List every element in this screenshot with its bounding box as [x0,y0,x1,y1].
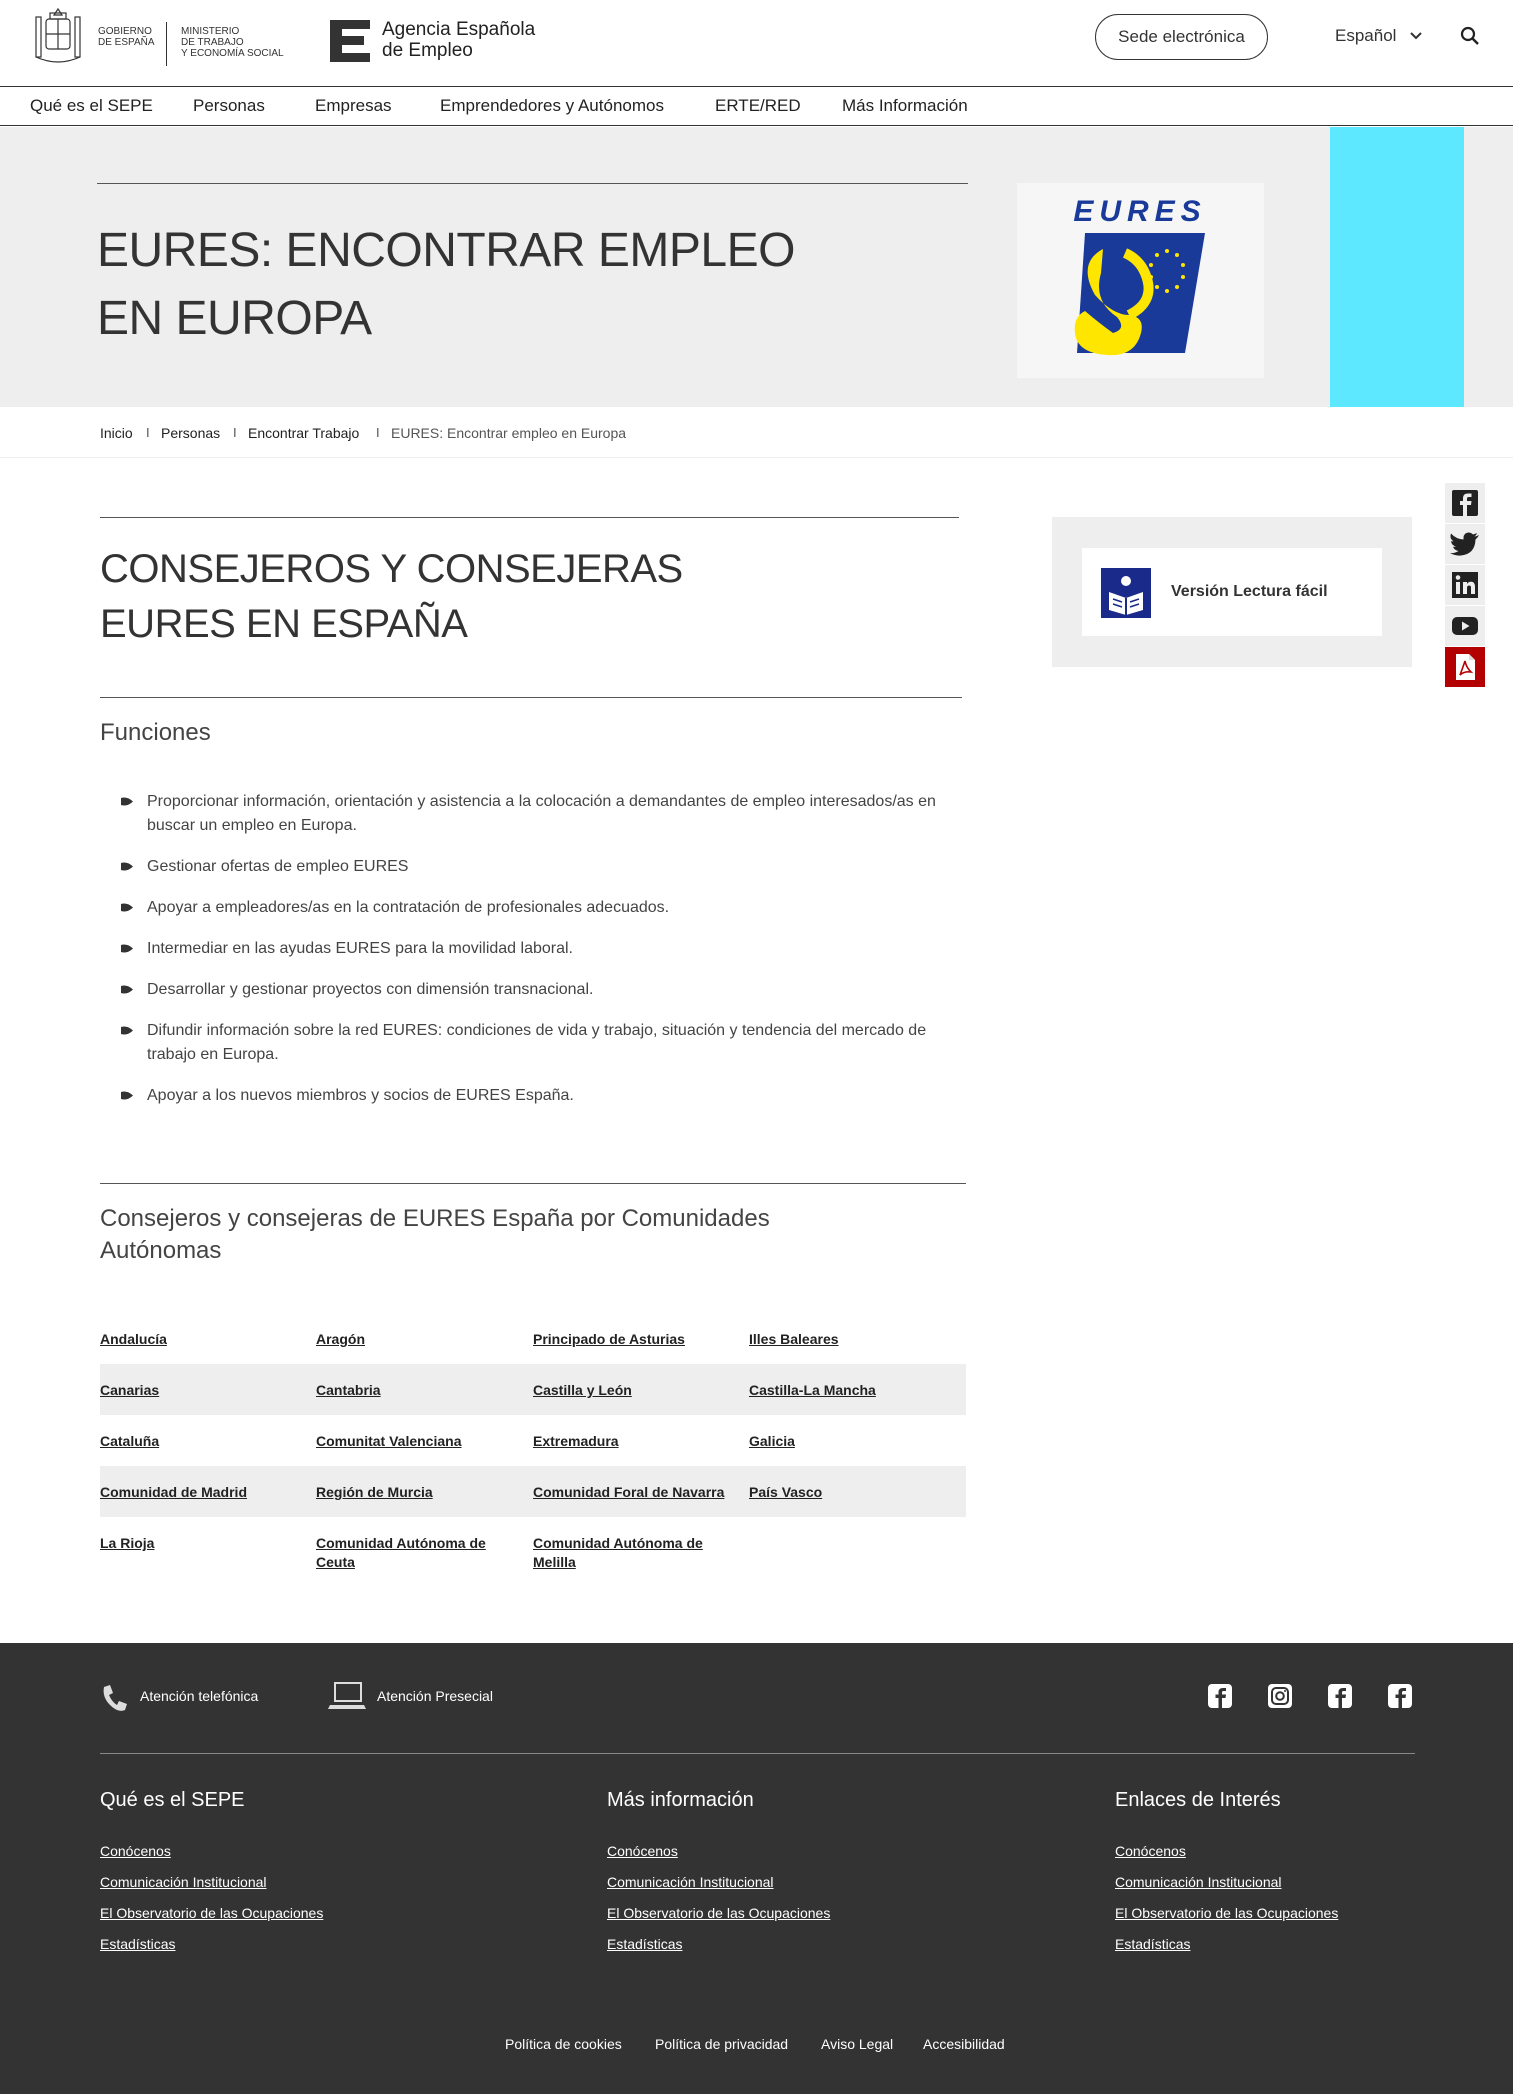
ccaa-link[interactable]: Canarias [100,1382,160,1398]
breadcrumb-separator: I [233,425,237,440]
ccaa-link[interactable]: Illes Baleares [749,1331,839,1347]
section-title: CONSEJEROS Y CONSEJERAS EURES EN ESPAÑA [100,547,683,646]
bullet-icon [120,902,134,913]
facebook-icon[interactable] [1325,1681,1355,1711]
ccaa-link[interactable]: La Rioja [100,1535,155,1551]
ccaa-link[interactable]: Castilla-La Mancha [749,1382,876,1398]
search-icon[interactable] [1459,25,1481,47]
ccaa-table [100,1313,966,1568]
footer-link-estadisticas[interactable]: Estadísticas [1115,1936,1191,1952]
list-item: Intermediar en las ayudas EURES para la movilidad laboral. [120,937,970,961]
breadcrumb-encontrar-trabajo[interactable]: Encontrar Trabajo [248,425,360,441]
section-divider [100,517,959,518]
eures-logo-icon [1017,183,1264,378]
table-row [100,1313,966,1364]
ccaa-link[interactable]: Extremadura [533,1433,619,1449]
table-row [100,1517,966,1568]
hero-accent-block [1330,127,1464,407]
footer-link-aviso-legal[interactable]: Aviso Legal [821,2036,894,2052]
ccaa-link[interactable]: Región de Murcia [316,1484,433,1500]
breadcrumb-separator: I [376,425,380,440]
linkedin-icon[interactable] [1445,565,1485,605]
easy-read-icon [1101,568,1151,618]
table-row [100,1415,966,1466]
twitter-icon[interactable] [1445,524,1485,564]
footer-link-estadisticas[interactable]: Estadísticas [100,1936,176,1952]
nav-item-erte-red[interactable]: ERTE/RED [715,96,801,115]
table-row [100,1364,966,1415]
pdf-icon[interactable] [1445,647,1485,687]
hero-divider [97,183,968,184]
atencion-presencial-link[interactable]: Atención Presecial [377,1688,493,1704]
lectura-facil-button[interactable] [1082,548,1382,636]
footer-link-comunicacion[interactable]: Comunicación Institucional [100,1874,267,1890]
list-item: Proporcionar información, orientación y asistencia a la colocación a demandantes de empleo interesados/as en buscar un empleo en Europa. [120,790,970,838]
youtube-icon[interactable] [1445,606,1485,646]
footer-link-cookies[interactable]: Política de cookies [505,2036,622,2052]
hero-banner [0,127,1513,407]
footer-link-observatorio[interactable]: El Observatorio de las Ocupaciones [607,1905,831,1921]
footer-link-observatorio[interactable]: El Observatorio de las Ocupaciones [1115,1905,1339,1921]
footer-col-title: Más información [607,1789,754,1811]
facebook-icon[interactable] [1205,1681,1235,1711]
footer-link-accesibilidad[interactable]: Accesibilidad [923,2036,1005,2052]
ccaa-link[interactable]: Aragón [316,1331,365,1347]
ccaa-link[interactable]: Comunitat Valenciana [316,1433,462,1449]
footer-link-conocenos[interactable]: Conócenos [100,1843,171,1859]
bullet-icon [120,1025,134,1036]
bullet-icon [120,861,134,872]
svg-text:EURES: EURES [1073,195,1207,228]
lectura-facil-label: Versión Lectura fácil [1171,583,1328,600]
sidebar-panel [1052,517,1412,667]
agency-name[interactable]: Agencia Española de Empleo [382,19,536,61]
phone-icon [98,1681,130,1713]
atencion-telefonica-link[interactable]: Atención telefónica [140,1688,259,1704]
bullet-icon [120,1090,134,1101]
ccaa-link[interactable]: Comunidad de Madrid [100,1484,247,1500]
list-item: Gestionar ofertas de empleo EURES [120,855,970,879]
main-navigation [0,86,1513,126]
page-title: EURES: ENCONTRAR EMPLEO EN EUROPA [97,224,795,345]
footer-divider [100,1753,1415,1754]
top-header [0,0,1513,86]
nav-item-mas-informacion[interactable]: Más Información [842,96,968,115]
bullet-icon [120,984,134,995]
funciones-list [120,790,970,1125]
ccaa-link[interactable]: Andalucía [100,1331,167,1347]
footer-link-observatorio[interactable]: El Observatorio de las Ocupaciones [100,1905,324,1921]
breadcrumb-current: EURES: Encontrar empleo en Europa [391,425,627,441]
ccaa-link[interactable]: Principado de Asturias [533,1331,685,1347]
nav-item-emprendedores[interactable]: Emprendedores y Autónomos [440,96,664,115]
instagram-icon[interactable] [1265,1681,1295,1711]
list-item: Apoyar a empleadores/as en la contratación de profesionales adecuados. [120,896,970,920]
breadcrumb-separator: I [146,425,150,440]
government-label: GOBIERNO DE ESPAÑA [98,26,155,48]
computer-icon [327,1681,367,1711]
footer-link-comunicacion[interactable]: Comunicación Institucional [1115,1874,1282,1890]
ministry-label: MINISTERIO DE TRABAJO Y ECONOMÍA SOCIAL [181,26,284,59]
eures-logo [1017,183,1264,378]
footer-link-privacidad[interactable]: Política de privacidad [655,2036,789,2052]
ccaa-link[interactable]: Cantabria [316,1382,381,1398]
footer-col-title: Qué es el SEPE [100,1789,245,1811]
footer [0,1643,1513,2094]
facebook-icon[interactable] [1385,1681,1415,1711]
nav-item-personas[interactable]: Personas [193,96,265,115]
section-divider [100,1183,966,1184]
nav-item-empresas[interactable]: Empresas [315,96,392,115]
ccaa-link[interactable]: Galicia [749,1433,795,1449]
ccaa-link[interactable]: Castilla y León [533,1382,632,1398]
language-selector[interactable]: Español [1335,26,1397,45]
list-item: Desarrollar y gestionar proyectos con dimensión transnacional. [120,978,970,1002]
table-row [100,1466,966,1517]
funciones-heading: Funciones [100,719,211,746]
nav-item-que-es-sepe[interactable]: Qué es el SEPE [30,96,153,115]
list-item: Difundir información sobre la red EURES: condiciones de vida y trabajo, situación y tendencia del mercado de trabajo en Europa. [120,1019,970,1067]
ccaa-link[interactable]: Comunidad Foral de Navarra [533,1484,725,1500]
bullet-icon [120,943,134,954]
footer-link-estadisticas[interactable]: Estadísticas [607,1936,683,1952]
footer-link-comunicacion[interactable]: Comunicación Institucional [607,1874,774,1890]
ccaa-link[interactable]: País Vasco [749,1484,823,1500]
bullet-icon [120,796,134,807]
footer-link-conocenos[interactable]: Conócenos [607,1843,678,1859]
breadcrumb-inicio[interactable]: Inicio [100,425,133,441]
ccaa-link[interactable]: Comunidad Autónoma de Melilla [533,1535,703,1570]
breadcrumb [0,407,1513,458]
footer-col-title: Enlaces de Interés [1115,1789,1281,1811]
facebook-icon[interactable] [1445,483,1485,523]
chevron-down-icon[interactable] [1408,28,1424,44]
ccaa-link[interactable]: Cataluña [100,1433,160,1449]
footer-link-conocenos[interactable]: Conócenos [1115,1843,1186,1859]
sepe-logo-icon[interactable] [330,20,370,62]
ccaa-link[interactable]: Comunidad Autónoma de Ceuta [316,1535,486,1570]
breadcrumb-personas[interactable]: Personas [161,425,221,441]
list-item: Apoyar a los nuevos miembros y socios de EURES España. [120,1084,970,1108]
section-divider [100,697,962,698]
header-separator [166,22,167,66]
sede-electronica-button[interactable]: Sede electrónica [1095,14,1268,60]
ccaa-heading: Consejeros y consejeras de EURES España por Comunidades Autónomas [100,1205,770,1264]
